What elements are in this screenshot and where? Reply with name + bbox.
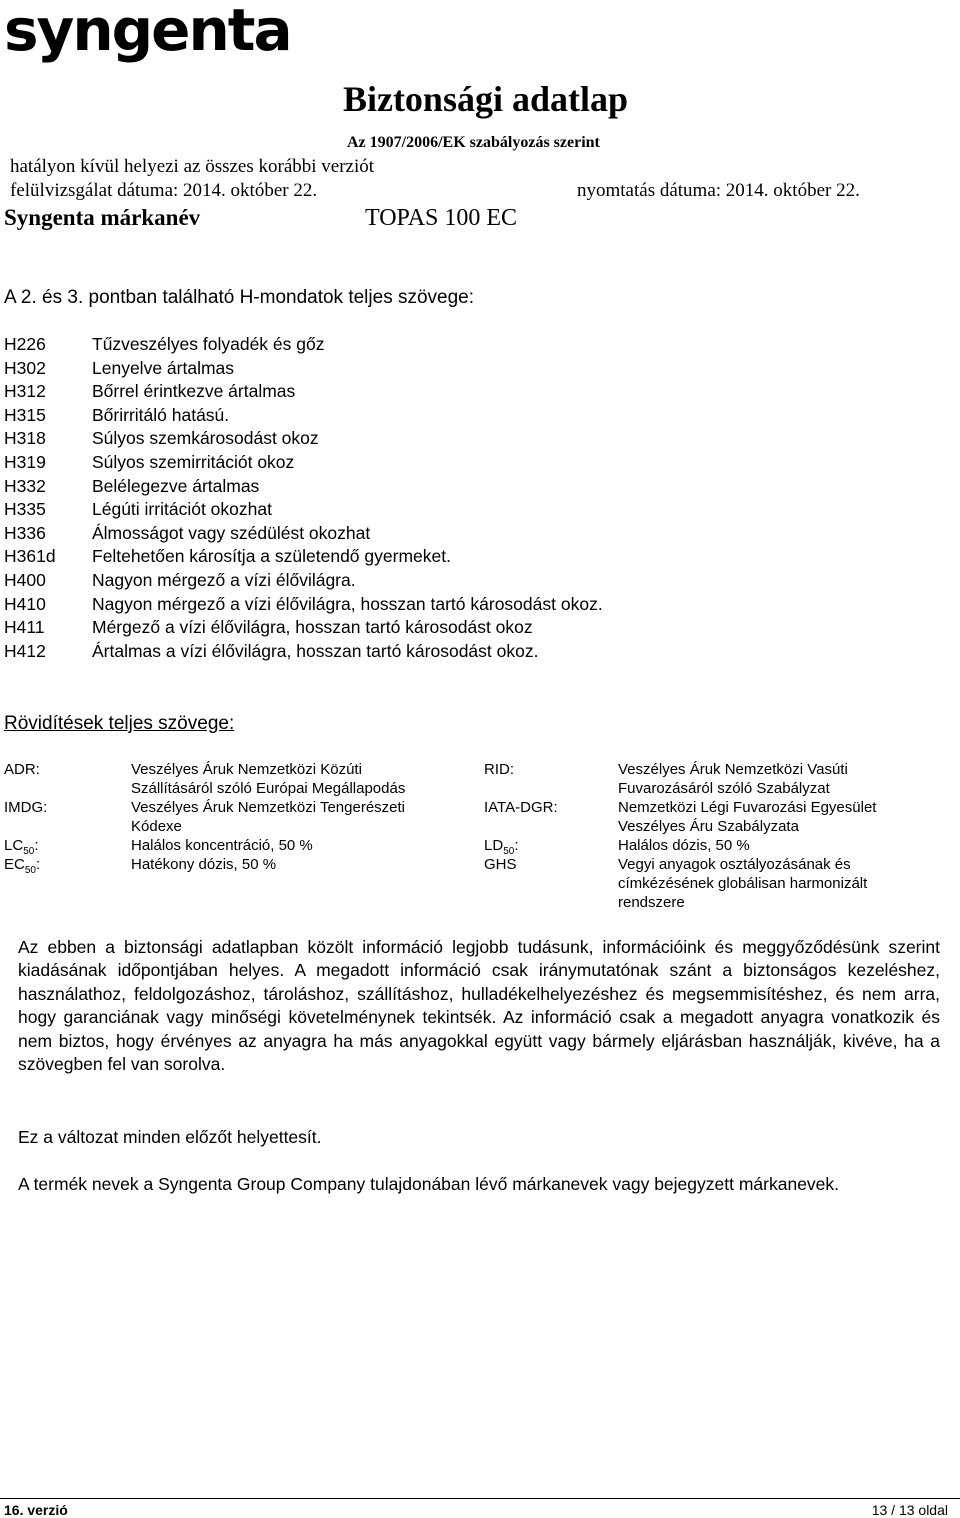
h-statement-code: H336 <box>4 522 46 543</box>
h-statement-row <box>4 451 603 475</box>
h-statements-list <box>4 333 603 663</box>
h-statement-text: Bőrirritáló hatású. <box>92 404 230 425</box>
regulation-reference: Az 1907/2006/EK szabályozás szerint <box>347 134 600 151</box>
h-statement-code: H319 <box>4 451 46 472</box>
h-statement-row <box>4 522 603 546</box>
abbreviation-term: $LC_{50}$: <box>4 837 39 857</box>
h-statement-row <box>4 380 603 404</box>
abbreviation-term: $LD_{50}$: <box>484 837 519 857</box>
product-name: TOPAS 100 EC <box>365 205 518 231</box>
supersedes-note: hatályon kívül helyezi az összes korábbi verziót <box>10 156 375 177</box>
h-statement-code: H411 <box>4 617 45 638</box>
h-statement-code: H361d <box>4 546 56 567</box>
abbreviation-definition: Veszélyes Áruk Nemzetközi Vasúti Fuvarozásáról szóló Szabályzat <box>618 761 848 797</box>
h-statement-text: Álmosságot vagy szédülést okozhat <box>92 522 371 543</box>
h-statement-text: Nagyon mérgező a vízi élővilágra, hosszan tartó károsodást okoz. <box>92 593 603 614</box>
h-statement-text: Nagyon mérgező a vízi élővilágra. <box>92 569 356 590</box>
abbreviation-definition: Halálos koncentráció, 50 % <box>131 837 313 854</box>
h-statement-row <box>4 545 603 569</box>
h-statement-row <box>4 357 603 381</box>
h-statement-row <box>4 640 603 664</box>
footer-divider <box>0 1498 960 1499</box>
h-statement-code: H332 <box>4 475 46 496</box>
abbreviation-definition: Nemzetközi Légi Fuvarozási Egyesület Veszélyes Áru Szabályzata <box>618 799 877 835</box>
h-statement-text: Bőrrel érintkezve ártalmas <box>92 381 296 402</box>
h-statement-text: Súlyos szemkárosodást okoz <box>92 428 319 449</box>
h-statement-row <box>4 593 603 617</box>
h-statement-row <box>4 427 603 451</box>
h-statement-code: H410 <box>4 593 46 614</box>
h-statement-text: Mérgező a vízi élővilágra, hosszan tartó károsodást okoz <box>92 617 533 638</box>
disclaimer-paragraph: Az ebben a biztonsági adatlapban közölt információ legjobb tudásunk, információink és meggyőződésünk szerint kiadásának időpontjában helyes. A megadott információ csak iránymutatónak szánt a biztonságos kezeléshez, használathoz, feldolgozáshoz, tároláshoz, szállításhoz, hulladékelhelyezéshez és megsemmisítéshez, és nem arra, hogy garanciának vagy minőségi követelménynek tekintsék. Az információ csak a megadott anyagra vonatkozik és nem biztos, hogy érvényes az anyagra ha más anyagokkal együtt vagy bármely eljárásban használják, kivéve, ha a szövegben fel van sorolva. <box>18 937 940 1075</box>
h-statement-row <box>4 498 603 522</box>
abbreviation-definition: Halálos dózis, 50 % <box>618 837 750 854</box>
h-statement-text: Légúti irritációt okozhat <box>92 499 272 520</box>
abbreviation-term: ADR: <box>4 761 40 778</box>
abbreviation-definition: Hatékony dózis, 50 % <box>131 856 277 873</box>
abbreviation-definition: Vegyi anyagok osztályozásának és címkézésének globálisan harmonizált rendszere <box>618 856 868 911</box>
h-statement-text: Feltehetően károsítja a születendő gyermeket. <box>92 546 451 567</box>
h-statement-code: H315 <box>4 404 46 425</box>
trademark-paragraph: A termék nevek a Syngenta Group Company tulajdonában lévő márkanevek vagy bejegyzett márkanevek. <box>18 1174 840 1194</box>
h-statement-text: Ártalmas a vízi élővilágra, hosszan tartó károsodást okoz. <box>92 640 539 661</box>
h-statement-row <box>4 475 603 499</box>
h-statement-code: H302 <box>4 357 46 378</box>
h-statement-code: H312 <box>4 381 46 402</box>
h-statement-row <box>4 569 603 593</box>
abbreviation-definition: Veszélyes Áruk Nemzetközi Közúti Szállításáról szóló Európai Megállapodás <box>131 761 406 797</box>
h-statements-heading: A 2. és 3. pontban található H-mondatok teljes szövege: <box>4 287 475 308</box>
footer-page-number: 13 / 13 oldal <box>871 1502 948 1518</box>
abbreviation-term: IATA-DGR: <box>484 799 558 816</box>
supersede-paragraph: Ez a változat minden előzőt helyettesít. <box>18 1127 322 1147</box>
abbreviation-term: $EC_{50}$: <box>4 856 41 876</box>
h-statement-code: H412 <box>4 640 46 661</box>
abbreviations-heading: Rövidítések teljes szövege: <box>4 713 235 734</box>
revision-date: felülvizsgálat dátuma: 2014. október 22. <box>10 180 318 201</box>
footer-version: 16. verzió <box>4 1502 68 1518</box>
syngenta-logo: syngenta <box>4 0 291 64</box>
h-statement-text: Belélegezve ártalmas <box>92 475 260 496</box>
abbreviation-definition: Veszélyes Áruk Nemzetközi Tengerészeti Kódexe <box>131 799 406 835</box>
h-statement-text: Súlyos szemirritációt okoz <box>92 451 295 472</box>
abbreviation-term: GHS <box>484 856 517 873</box>
h-statement-row <box>4 404 603 428</box>
abbreviation-term: IMDG: <box>4 799 48 816</box>
h-statement-row <box>4 333 603 357</box>
document-title: Biztonsági adatlap <box>342 79 628 119</box>
h-statement-code: H318 <box>4 428 46 449</box>
h-statement-text: Tűzveszélyes folyadék és gőz <box>92 334 325 354</box>
h-statement-text: Lenyelve ártalmas <box>92 357 235 378</box>
abbreviation-term: RID: <box>484 761 514 778</box>
h-statement-code: H226 <box>4 334 46 354</box>
brand-label: Syngenta márkanév <box>4 205 201 230</box>
h-statement-code: H335 <box>4 499 46 520</box>
h-statement-row <box>4 616 603 640</box>
h-statement-code: H400 <box>4 569 46 590</box>
print-date: nyomtatás dátuma: 2014. október 22. <box>577 180 860 201</box>
